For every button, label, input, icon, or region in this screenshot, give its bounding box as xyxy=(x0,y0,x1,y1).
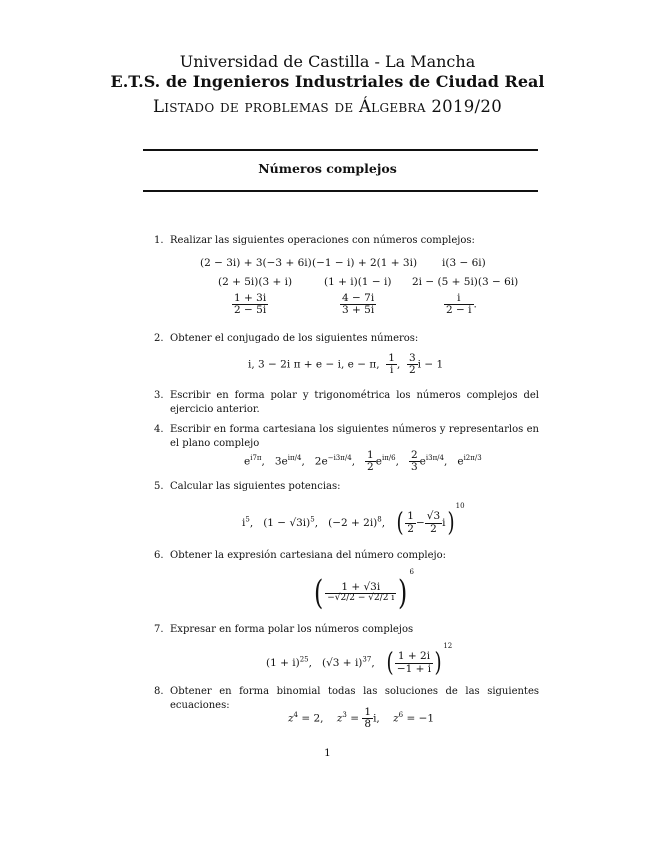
polar-2-exp: 37 xyxy=(362,655,372,664)
eq-3-var: z xyxy=(393,712,399,725)
imag-unit: i xyxy=(442,517,446,529)
exp-2-base: 3e xyxy=(274,455,288,468)
problem-number: 3. xyxy=(154,390,164,401)
exp-2-power: iπ/4 xyxy=(287,454,302,463)
page-number: 1 xyxy=(324,747,331,759)
exp-5-power: i3π/4 xyxy=(425,454,444,463)
problem-number: 4. xyxy=(154,424,164,435)
eq-2-exp: 3 xyxy=(342,711,347,720)
exp-4-base: e xyxy=(375,455,382,468)
polar-1-base: (1 + i) xyxy=(266,657,300,669)
exp-1-power: i7π xyxy=(250,454,262,463)
minus-sign: − xyxy=(415,517,425,529)
fraction-1-7 xyxy=(232,293,268,316)
numerator: 4 − 7i xyxy=(342,292,375,304)
expr-1-3: i(3 − 6i) xyxy=(442,257,486,269)
right-paren: ) xyxy=(434,648,442,678)
polar-1-exp: 25 xyxy=(299,655,309,664)
eq-3-exp: 6 xyxy=(398,711,404,720)
expr-1-6: 2i − (5 + 5i)(3 − 6i) xyxy=(412,276,519,288)
left-paren: ( xyxy=(396,508,404,538)
right-paren: ) xyxy=(447,508,455,538)
eq-2-var: z xyxy=(336,712,343,725)
conjugate-tail: i − 1 xyxy=(417,358,444,371)
numerator: 1 + √3i xyxy=(341,581,381,594)
numerator: 1 xyxy=(367,449,374,461)
polar-3-exp: 12 xyxy=(443,642,453,650)
fraction-1-9: $\frac{i}{2 - i}$ . xyxy=(446,292,477,317)
numerator: √3 xyxy=(426,510,441,523)
denominator: −1 + i xyxy=(396,662,432,675)
denominator: 2 − i xyxy=(446,304,472,317)
conjugate-list: i, 3 − 2i π + e − i, e − π, $\frac{1}{i}$ , $\frac{3}{2}$ i − 1 xyxy=(248,352,444,377)
eq-1-exp: 4 xyxy=(293,711,299,720)
problem-1 xyxy=(154,234,539,248)
exp-5-base: e xyxy=(419,455,426,468)
problem-text: Obtener en forma binomial todas las soluciones de las siguientes ecuaciones: xyxy=(170,686,539,711)
exp-6-base: e xyxy=(457,455,464,468)
eq-2-equals: = xyxy=(346,712,363,725)
fraction-1-8 xyxy=(340,293,376,316)
denominator: 8 xyxy=(364,718,372,731)
powers-list: $i^5$, $(1 - √3i)^5$, $(-2 + 2i)^8$, ( $\frac{1}{2}$ − $\frac{√3}{2}$ i)$^{10}$ xyxy=(242,502,465,538)
problem-3 xyxy=(154,389,539,417)
numerator: 1 + 3i xyxy=(234,292,267,304)
problem-text: Calcular las siguientes potencias: xyxy=(170,481,341,492)
polar-list: $(1 + i)^{25}$, $(√3 + i)^{37}$, ( $\frac{1 + 2i}{-1 + i}$ )$^{12}$ xyxy=(266,642,453,678)
problem-6 xyxy=(154,549,539,563)
numerator: 1 xyxy=(388,352,395,364)
problem-text: Escribir en forma polar y trigonométrica los números complejos del ejercicio anterior. xyxy=(170,390,539,415)
problem-2 xyxy=(154,332,539,346)
eq-2-tail: i, xyxy=(373,712,380,725)
numerator: 2 xyxy=(410,449,418,461)
denominator: 2 xyxy=(407,522,414,535)
problem-5 xyxy=(154,480,539,494)
exp-3-power: −i3π/4 xyxy=(327,454,352,463)
power-1-base: i xyxy=(242,517,246,529)
expr-1-1: (2 − 3i) + 3(−3 + 6i) xyxy=(200,257,312,269)
left-paren: ( xyxy=(386,648,394,678)
cartesian-expression xyxy=(312,568,414,613)
problem-number: 2. xyxy=(154,333,164,344)
problem-text: Obtener el conjugado de los siguientes números: xyxy=(170,333,419,344)
numerator: 1 xyxy=(407,510,414,523)
problem-number: 5. xyxy=(154,481,164,492)
exp-1-base: e xyxy=(244,455,251,468)
expr-1-4: (2 + 5i)(3 + i) xyxy=(218,276,293,288)
university-name: Universidad de Castilla - La Mancha xyxy=(179,52,476,71)
denominator: 2 − 5i xyxy=(234,304,267,317)
left-paren: ( xyxy=(313,573,324,613)
denominator: i xyxy=(386,364,397,376)
problem-text: Realizar las siguientes operaciones con números complejos: xyxy=(170,235,475,246)
denominator: 2 xyxy=(367,461,374,474)
problem-number: 1. xyxy=(154,235,164,246)
problem-number: 6. xyxy=(154,550,164,561)
numerator: 1 + 2i xyxy=(397,650,431,663)
top-rule xyxy=(143,149,538,151)
power-3-base: (−2 + 2i) xyxy=(328,517,378,529)
power-2-base: (1 − √3i) xyxy=(263,517,311,529)
problem-number: 8. xyxy=(154,686,164,697)
eq-1-var: z xyxy=(288,712,294,725)
expr-1-2: (−1 − i) + 2(1 + 3i) xyxy=(312,257,418,269)
eq-1-rhs: = 2, xyxy=(298,712,324,725)
bottom-rule xyxy=(143,190,538,192)
power-1-exp: 5 xyxy=(245,515,250,524)
right-paren: ) xyxy=(398,573,408,613)
exponent: 6 xyxy=(409,568,414,576)
power-3-exp: 8 xyxy=(377,515,382,524)
problem-text: Escribir en forma cartesiana los siguientes números y representarlos en el plano complejo xyxy=(170,424,539,449)
exp-6-power: i2π/3 xyxy=(463,454,482,463)
equations-list xyxy=(288,707,434,730)
denominator: 3 + 5i xyxy=(342,304,375,317)
denominator: −√2/2 − √2/2 i xyxy=(327,593,395,604)
exp-3-base: 2e xyxy=(314,455,328,468)
school-name: E.T.S. de Ingenieros Industriales de Ciudad Real xyxy=(110,72,545,91)
exp-4-power: iπ/6 xyxy=(381,454,396,463)
eq-3-rhs: = −1 xyxy=(403,712,435,725)
problem-text: Obtener la expresión cartesiana del número complejo: xyxy=(170,550,447,561)
exponential-list: $e^{i7\pi}$, $3e^{i\pi/4}$, $2e^{-i3\pi/4}$, $\frac{1}{2}$ $e^{i\pi/6}$, $\frac{2}{3}$ $e^{i3\pi/4}$, $e^{i2\pi/3}$ xyxy=(244,449,482,474)
power-2-exp: 5 xyxy=(310,515,315,524)
numerator: 3 xyxy=(408,352,416,364)
problem-text: Expresar en forma polar los números complejos xyxy=(170,624,414,635)
denominator: 2 xyxy=(408,364,416,377)
expr-1-5: (1 + i)(1 − i) xyxy=(324,276,392,288)
listing-title: Listado de problemas de Álgebra 2019/20 xyxy=(152,97,503,116)
problem-7 xyxy=(154,623,539,637)
polar-2-base: (√3 + i) xyxy=(322,657,363,669)
denominator: 3 xyxy=(410,461,418,474)
problem-4 xyxy=(154,423,539,451)
problem-number: 7. xyxy=(154,624,164,635)
power-4-exp: 10 xyxy=(455,502,465,510)
conjugate-items: i, 3 − 2i π + e − i, e − π, xyxy=(248,358,380,371)
numerator: i xyxy=(457,292,461,304)
denominator: 2 xyxy=(425,523,442,535)
topic-title: Números complejos xyxy=(258,161,397,176)
numerator: 1 xyxy=(364,706,372,718)
